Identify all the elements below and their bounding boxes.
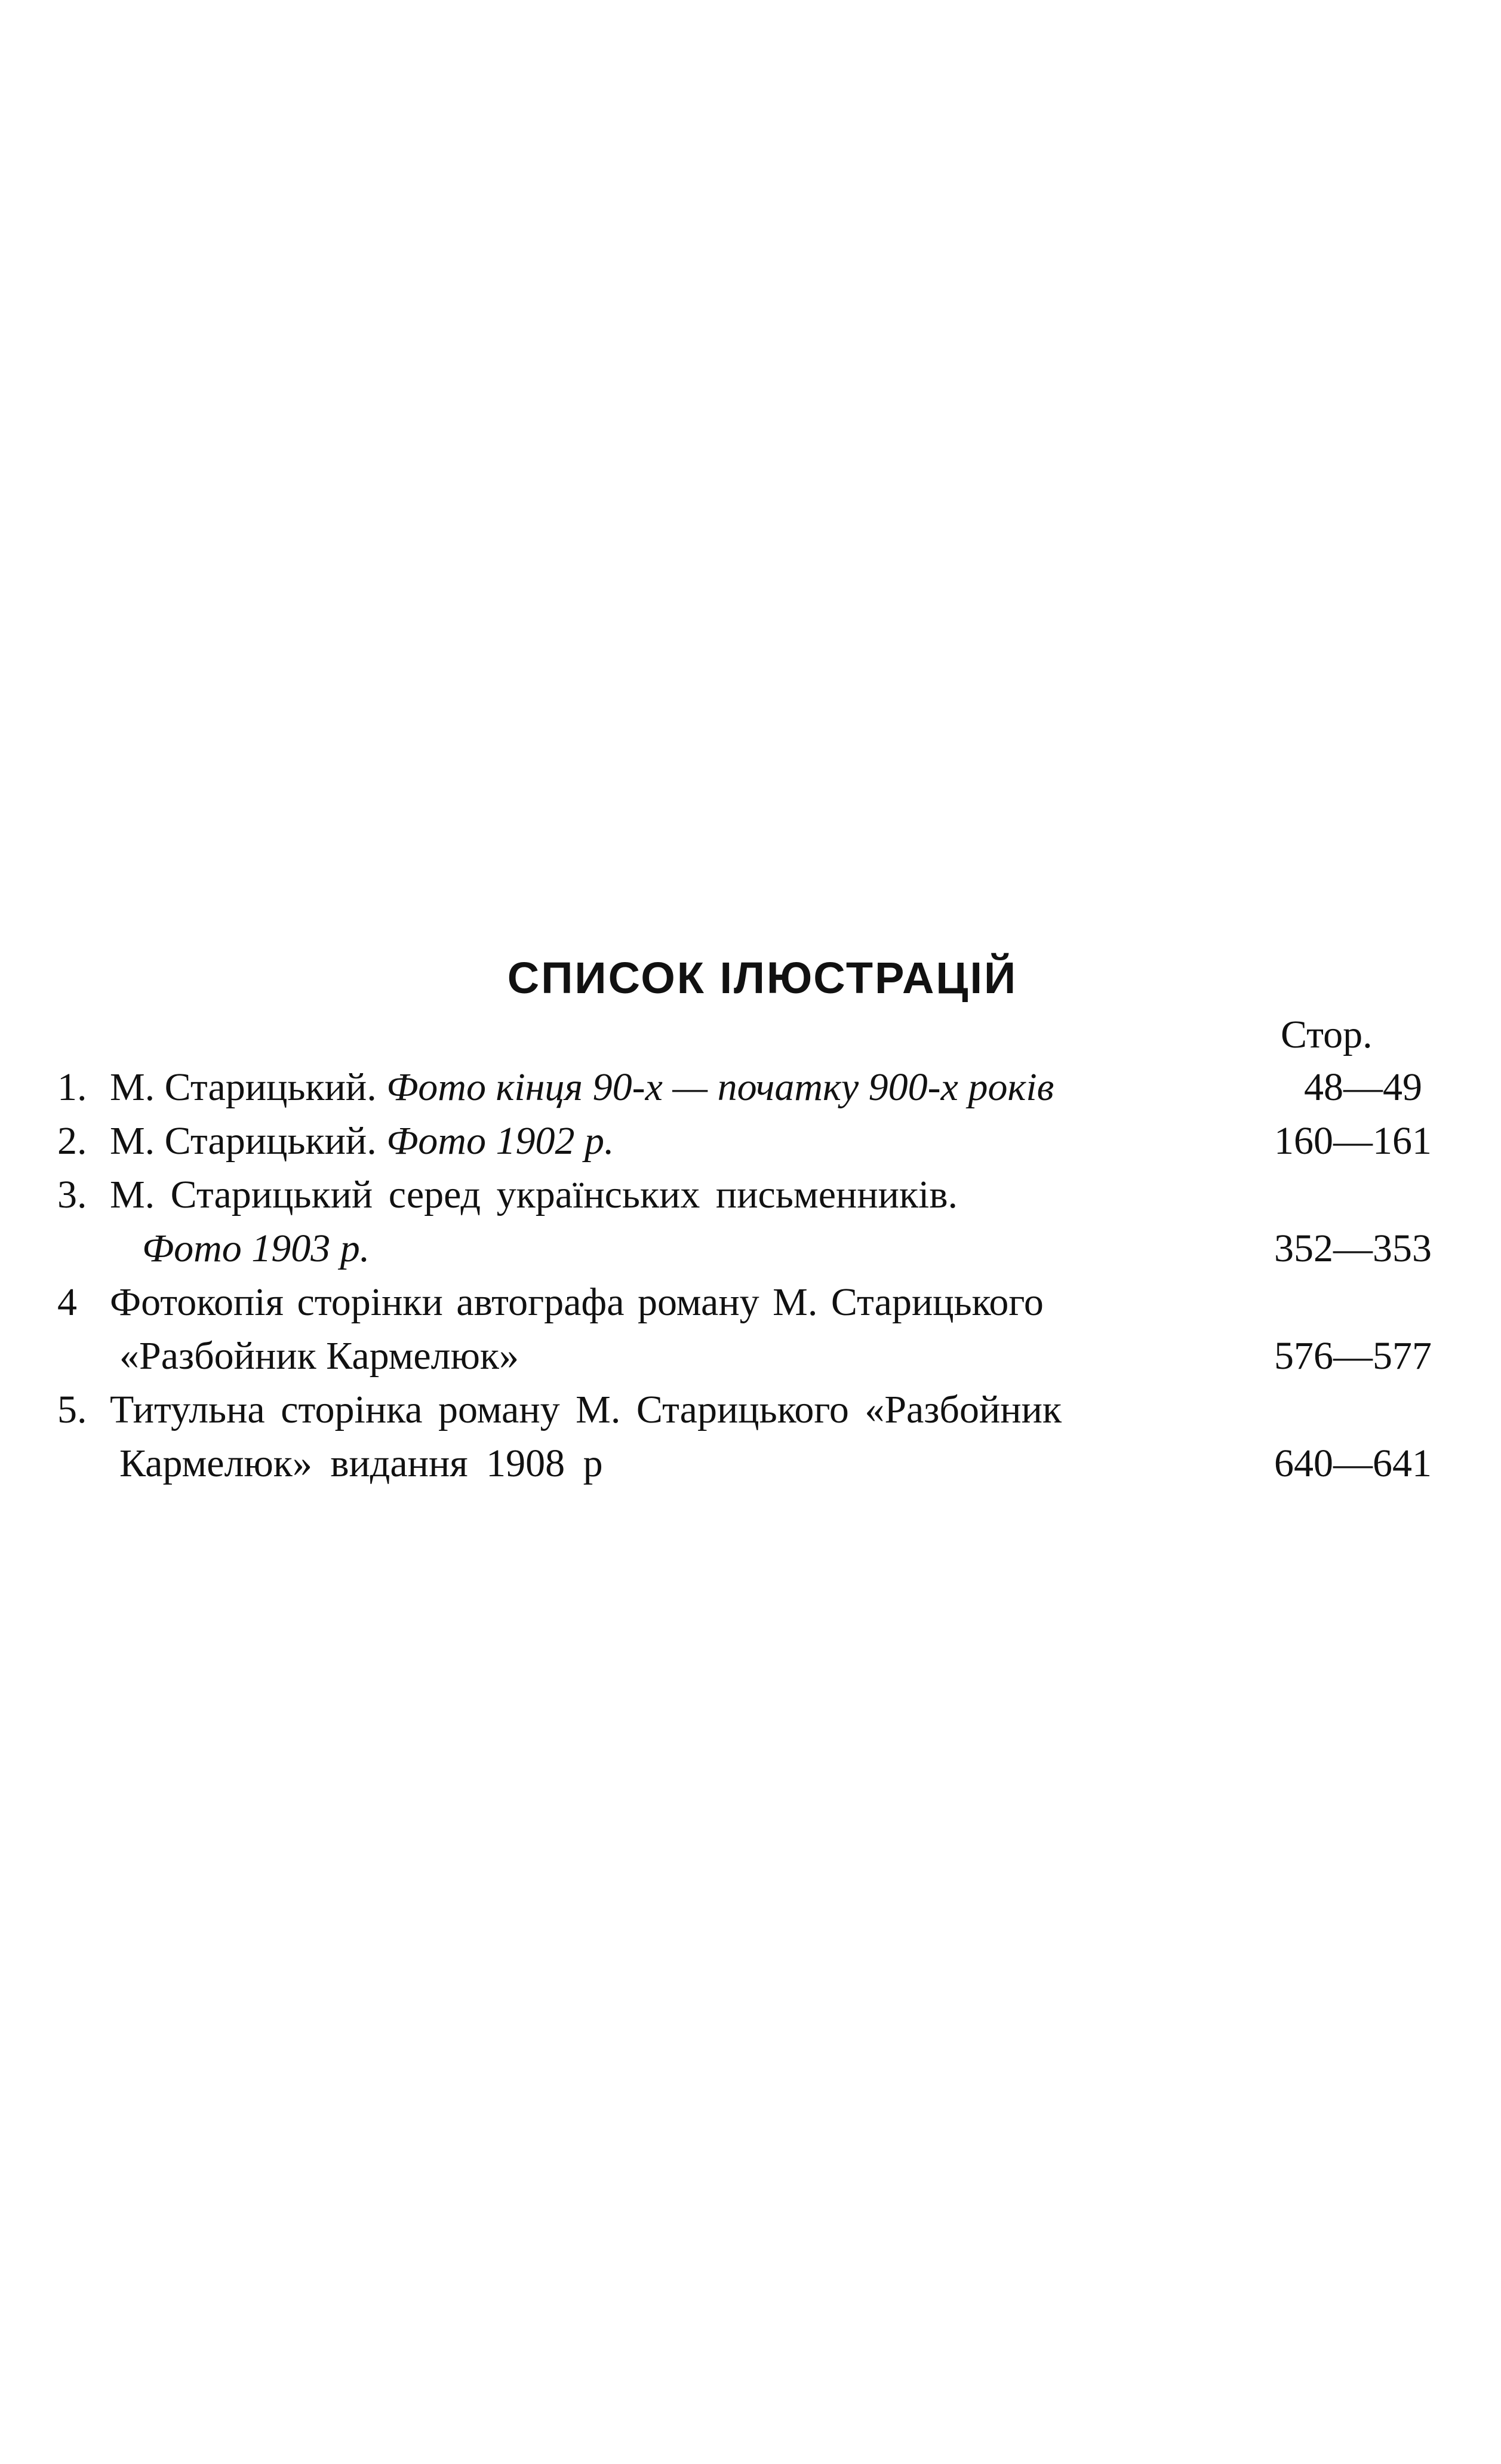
list-item [57, 1168, 958, 1222]
pages-column-header: Стор. [1281, 1013, 1373, 1056]
list-item [57, 1276, 1044, 1329]
entry-number: 3. [57, 1173, 87, 1216]
entry-pages: 160—161 [1274, 1119, 1432, 1163]
list-item-continuation [119, 1329, 519, 1383]
entry-number: 1. [57, 1065, 87, 1109]
list-item [57, 1061, 1054, 1114]
list-item-continuation [119, 1437, 603, 1491]
entry-text: «Разбойник Кармелюк» [119, 1334, 519, 1378]
entry-pages: 352—353 [1274, 1227, 1432, 1270]
entry-number: 2. [57, 1119, 87, 1163]
list-item [57, 1114, 614, 1168]
entry-text-italic: Фото кінця 90-х — початку 900-х років [386, 1065, 1054, 1109]
entry-text: Кармелюк» видання 1908 р [119, 1442, 603, 1485]
entry-text: Фотокопія сторінки автографа роману М. Старицького [110, 1280, 1044, 1324]
list-item-continuation [142, 1222, 370, 1276]
entry-number: 4 [57, 1280, 77, 1324]
entry-pages: 48—49 [1304, 1065, 1422, 1109]
page-title: СПИСОК ІЛЮСТРАЦІЙ [507, 953, 1018, 1003]
entry-text-italic: Фото 1903 р. [142, 1227, 370, 1270]
entry-text: М. Старицький. [110, 1065, 387, 1109]
entry-text-italic: Фото 1902 р. [386, 1119, 614, 1163]
entry-text: М. Старицький серед українських письменників. [110, 1173, 958, 1216]
entry-pages: 640—641 [1274, 1442, 1432, 1485]
list-item [57, 1383, 1062, 1437]
entry-pages: 576—577 [1274, 1334, 1432, 1378]
entry-text: Титульна сторінка роману М. Старицького «Разбойник [110, 1388, 1062, 1431]
entry-text: М. Старицький. [110, 1119, 387, 1163]
entry-number: 5. [57, 1388, 87, 1431]
